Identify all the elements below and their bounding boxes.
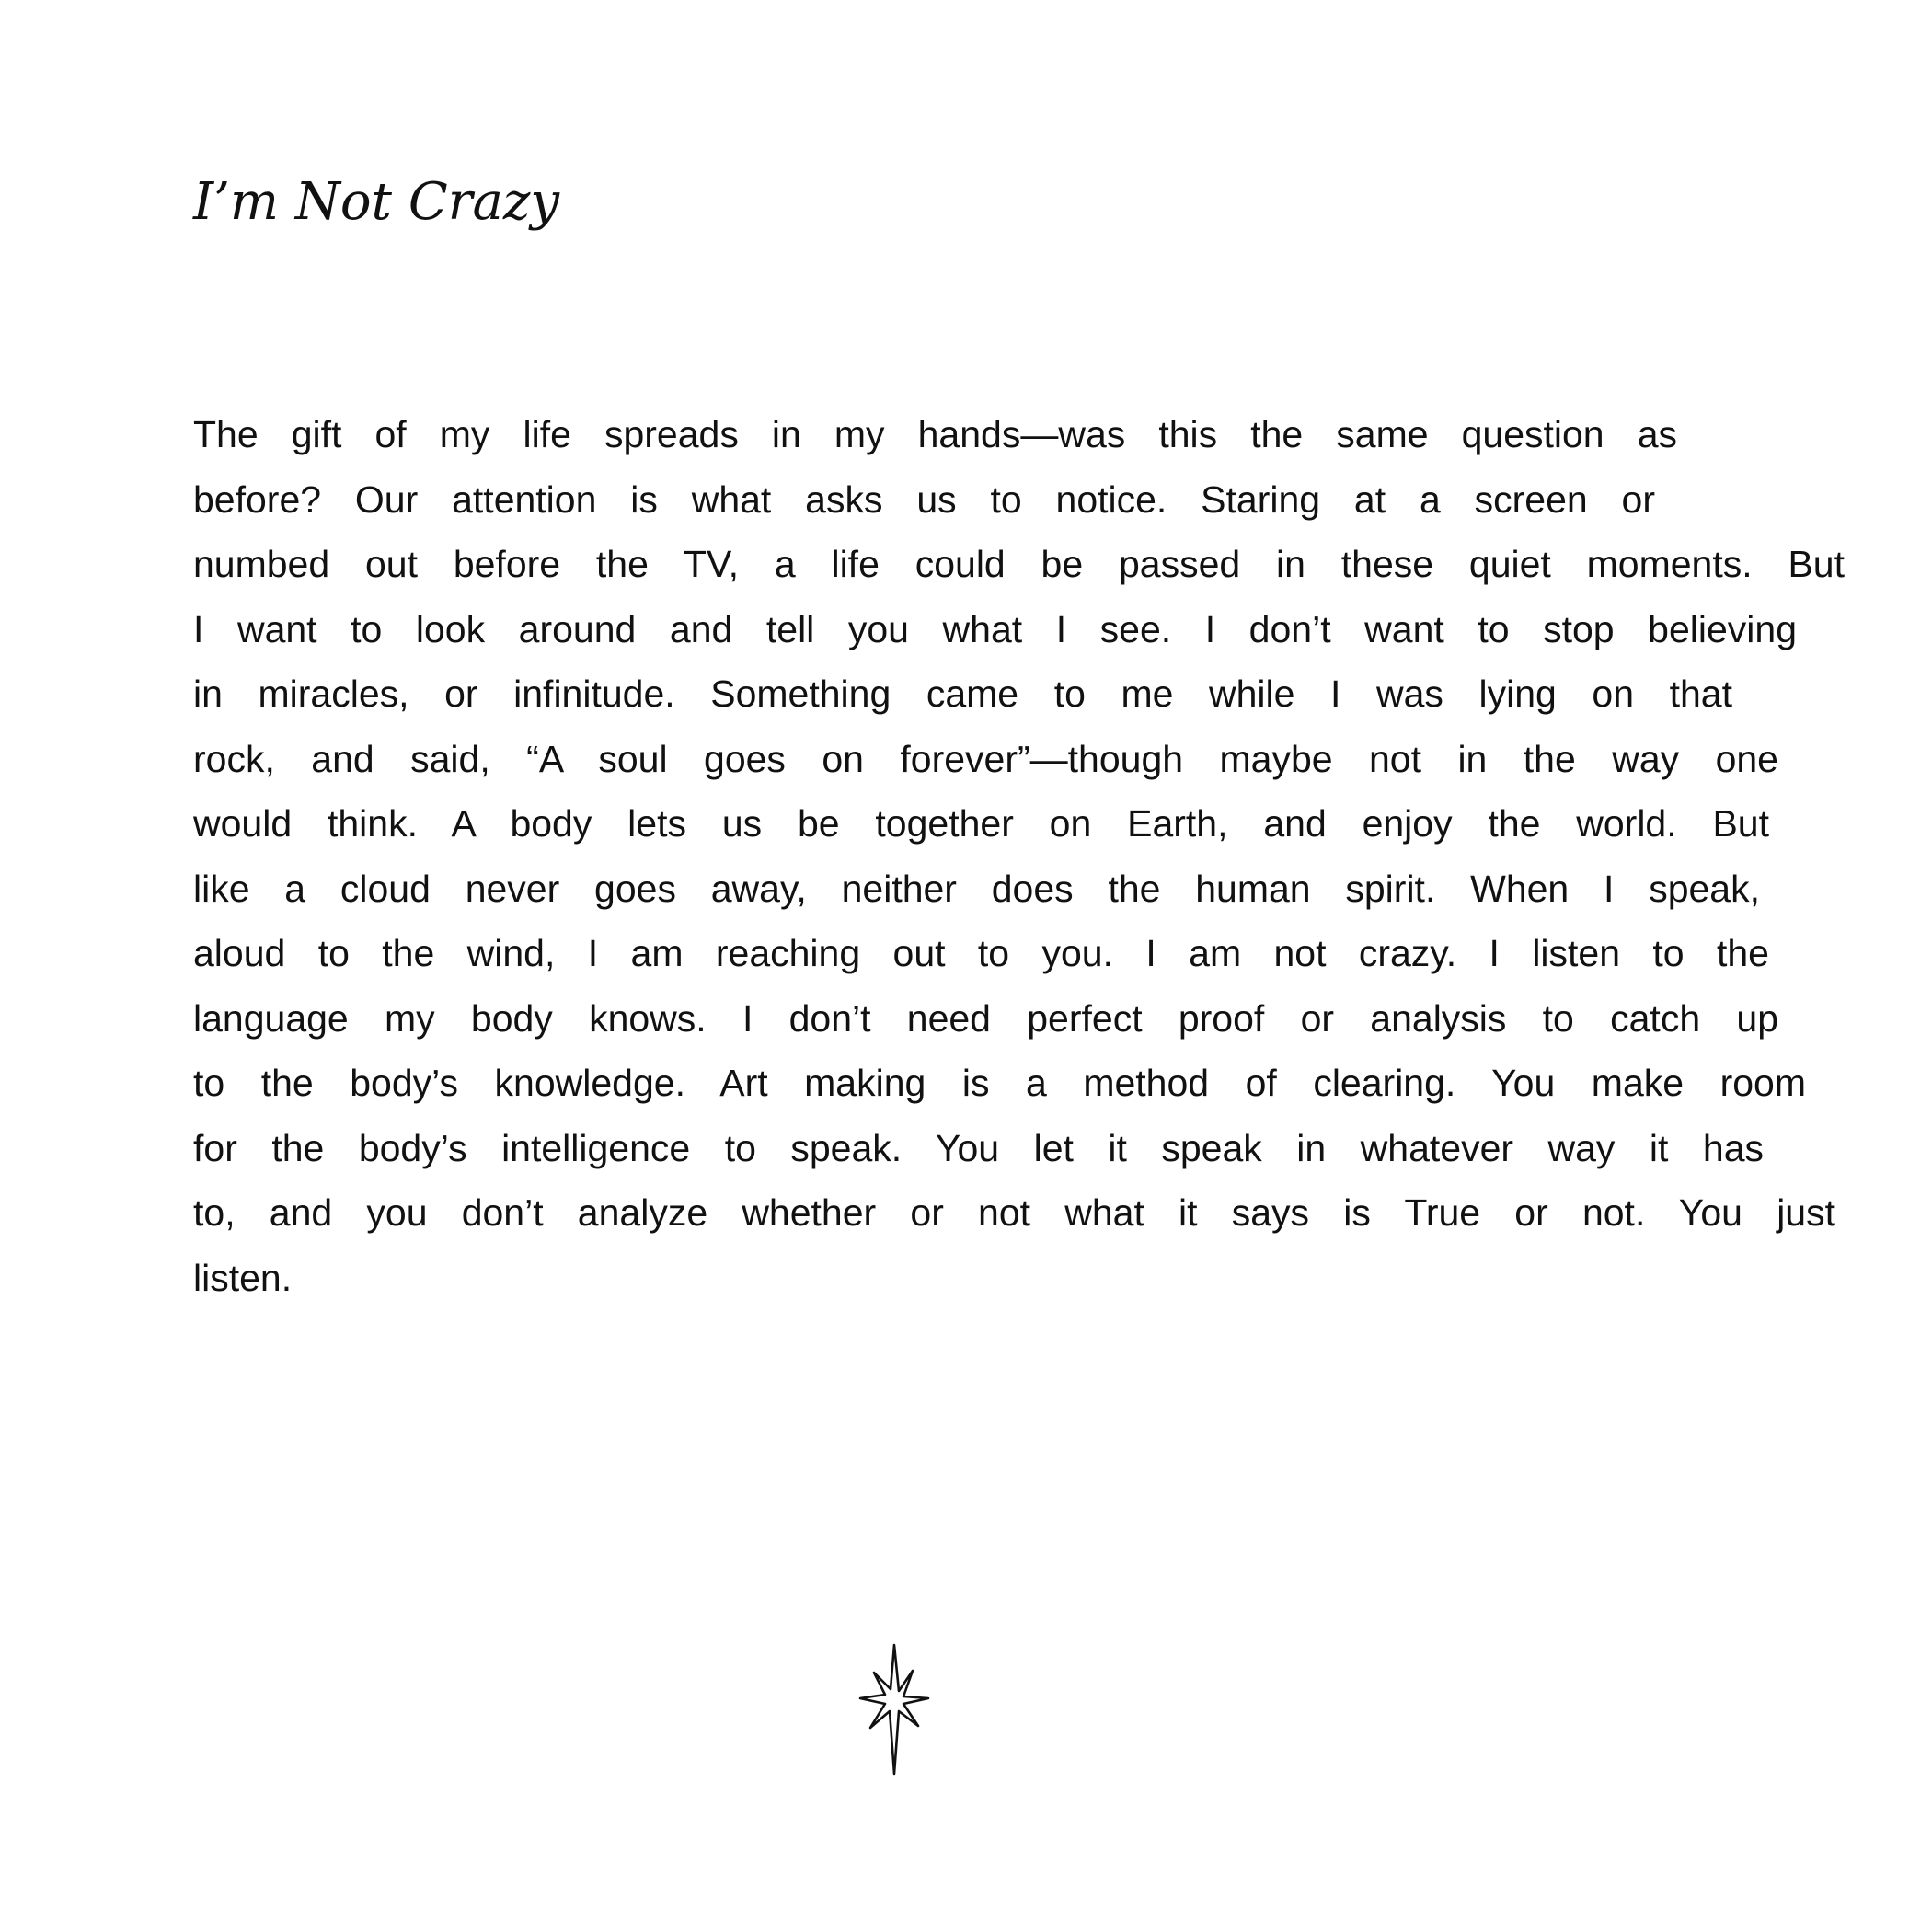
body-line-10: language my body knows. I don’t need perfect proof or analysis to catch up: [193, 996, 1778, 1040]
body-line-4: I want to look around and tell you what I see. I don’t want to stop believing: [193, 607, 1797, 650]
page-title: I’m Not Crazy: [193, 172, 559, 232]
star-ornament-icon: [857, 1643, 931, 1776]
body-line-14: listen.: [193, 1256, 293, 1299]
body-line-1: The gift of my life spreads in my hands—was this the same question as: [193, 413, 1677, 455]
body-paragraph: [193, 402, 1849, 1310]
body-line-8: like a cloud never goes away, neither does the human spirit. When I speak,: [193, 867, 1760, 910]
body-line-7: would think. A body lets us be together on Earth, and enjoy the world. But: [193, 802, 1769, 845]
body-line-13: to, and you don’t analyze whether or not what it says is True or not. You just: [193, 1191, 1835, 1234]
body-line-6: rock, and said, “A soul goes on forever”—though maybe not in the way one: [193, 737, 1778, 780]
body-line-3: numbed out before the TV, a life could be passed in these quiet moments. But: [193, 543, 1845, 585]
body-line-5: in miracles, or infinitude. Something came to me while I was lying on that: [193, 673, 1732, 715]
body-line-12: for the body’s intelligence to speak. You let it speak in whatever way it has: [193, 1126, 1764, 1169]
body-line-2: before? Our attention is what asks us to notice. Staring at a screen or: [193, 477, 1655, 521]
body-line-9: aloud to the wind, I am reaching out to you. I am not crazy. I listen to the: [193, 932, 1769, 974]
body-line-11: to the body’s knowledge. Art making is a method of clearing. You make room: [193, 1062, 1806, 1104]
